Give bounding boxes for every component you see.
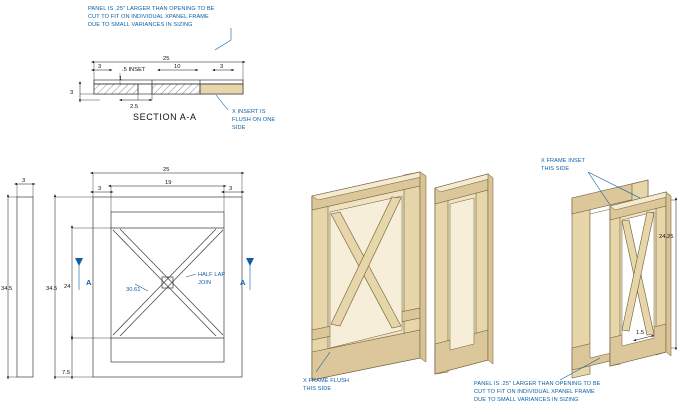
section-dim-left-edge: 3 (98, 64, 102, 70)
section-aa-view (70, 56, 275, 131)
section-mark-left (75, 258, 92, 290)
iso-view-back-panel (435, 174, 493, 374)
x-frame-flush-note-line-1: X FRAME FLUSH (303, 378, 350, 384)
section-dim-thickness: 3 (70, 90, 74, 96)
front-dim-rail-left: 3 (98, 186, 102, 192)
section-mark-label-left: A (86, 278, 92, 287)
section-dim-tick: 1 (119, 76, 123, 82)
top-note-line-3: DUE TO SMALL VARIANCES IN SIZING (88, 22, 193, 28)
section-dim-right: 3 (220, 64, 224, 70)
front-dim-rail-right: 3 (229, 186, 233, 192)
side-edge-dim-height: 34.5 (1, 286, 13, 292)
half-lap-note-line-2: JOIN (198, 280, 212, 286)
x-frame-inset-note-line-2: THIS SIDE (541, 166, 570, 172)
section-dim-small: 2.5 (130, 104, 139, 110)
x-frame-inset-note-line-1: X FRAME INSET (541, 158, 586, 164)
bottom-note-line-2: CUT TO FIT ON INDIVIDUAL XPANEL FRAME (474, 389, 595, 395)
x-insert-note-line-2: FLUSH ON ONE (232, 117, 276, 123)
front-dim-diagonal: 30.61 (126, 287, 141, 293)
iso-dim-thickness: 1.5 (636, 330, 645, 336)
x-frame-flush-note-line-2: THIS SIDE (303, 386, 332, 392)
side-edge-dim-width: 3 (22, 178, 26, 184)
x-insert-note-line-3: SIDE (232, 125, 246, 131)
bottom-note-line-1: PANEL IS .25" LARGER THAN OPENING TO BE (474, 381, 601, 387)
front-dim-inner-height: 24 (64, 284, 71, 290)
iso-dim-height: 24.25 (659, 234, 674, 240)
top-note-group (88, 6, 231, 50)
top-note-line-1: PANEL IS .25" LARGER THAN OPENING TO BE (88, 6, 215, 12)
section-mark-label-right: A (240, 278, 246, 287)
front-dim-inner-width: 19 (165, 180, 172, 186)
section-title: SECTION A-A (133, 112, 197, 122)
bottom-note-line-3: DUE TO SMALL VARIANCES IN SIZING (474, 397, 579, 403)
half-lap-note-line-1: HALF LAP (198, 272, 226, 278)
iso-view-x-frame-inset (541, 158, 676, 378)
section-dim-center: 10 (174, 64, 181, 70)
section-dim-inset: .5 INSET (122, 67, 146, 73)
top-note-line-2: CUT TO FIT ON INDIVIDUAL XPANEL FRAME (88, 14, 209, 20)
front-dim-height-overall: 34.5 (46, 286, 58, 292)
x-insert-note-line-1: X INSERT IS (232, 109, 266, 115)
section-dim-overall: 25 (163, 56, 170, 62)
front-dim-width-overall: 25 (163, 167, 170, 173)
iso-view-x-frame-flush (303, 172, 426, 392)
front-dim-bottom-rail: 7.5 (62, 370, 71, 376)
front-elevation-view (46, 167, 254, 377)
side-edge-view (1, 178, 33, 377)
